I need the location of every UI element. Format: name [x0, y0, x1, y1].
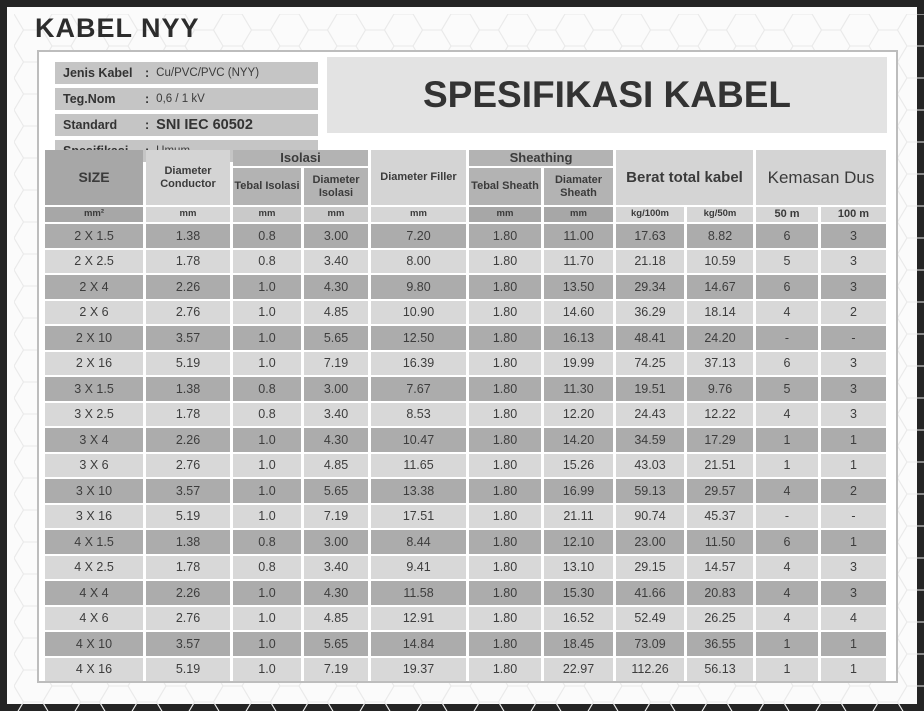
unit-cell: mm [146, 207, 230, 222]
table-cell: - [821, 326, 886, 350]
table-cell: 3 [821, 403, 886, 427]
table-cell: 1.38 [146, 530, 230, 554]
table-cell: 1.80 [469, 403, 541, 427]
table-cell: 48.41 [616, 326, 684, 350]
table-cell: 14.84 [371, 632, 466, 656]
table-cell: 73.09 [616, 632, 684, 656]
table-cell: 11.70 [544, 250, 613, 274]
table-cell: 16.13 [544, 326, 613, 350]
table-cell: 2.76 [146, 454, 230, 478]
table-cell: 1.0 [233, 326, 301, 350]
table-cell: 1 [821, 454, 886, 478]
table-cell: 36.29 [616, 301, 684, 325]
unit-cell: mm [371, 207, 466, 222]
table-cell: 2.76 [146, 301, 230, 325]
table-cell: 18.14 [687, 301, 753, 325]
table-cell: 36.55 [687, 632, 753, 656]
table-cell: 1.80 [469, 428, 541, 452]
table-cell: 12.20 [544, 403, 613, 427]
table-cell: 4.30 [304, 428, 368, 452]
table-cell: 90.74 [616, 505, 684, 529]
unit-cell: mm [469, 207, 541, 222]
table-cell: 52.49 [616, 607, 684, 631]
table-cell: 1.80 [469, 326, 541, 350]
table-cell: 41.66 [616, 581, 684, 605]
table-cell: 12.50 [371, 326, 466, 350]
table-cell: 12.10 [544, 530, 613, 554]
table-cell: 4 [756, 607, 818, 631]
table-cell: 16.99 [544, 479, 613, 503]
table-cell: 1.0 [233, 428, 301, 452]
table-cell: 43.03 [616, 454, 684, 478]
table-cell: 14.57 [687, 556, 753, 580]
table-cell: 3.57 [146, 479, 230, 503]
table-cell: 4.85 [304, 454, 368, 478]
table-cell: 37.13 [687, 352, 753, 376]
table-cell: 12.91 [371, 607, 466, 631]
table-cell: 8.00 [371, 250, 466, 274]
table-cell: 4 [821, 607, 886, 631]
table-cell: 1.0 [233, 505, 301, 529]
table-cell: 4 [756, 556, 818, 580]
table-cell: 4.30 [304, 581, 368, 605]
table-cell: 0.8 [233, 530, 301, 554]
table-cell: 6 [756, 275, 818, 299]
col-header-isolasi-group: Isolasi [233, 150, 368, 166]
table-cell: 1.80 [469, 607, 541, 631]
table-cell: 15.30 [544, 581, 613, 605]
unit-cell: kg/100m [616, 207, 684, 222]
table-cell: 24.43 [616, 403, 684, 427]
table-cell: 1.38 [146, 224, 230, 248]
unit-cell: 100 m [821, 207, 886, 222]
col-header-diameter-conductor: Diameter Conductor [146, 150, 230, 205]
info-value: Cu/PVC/PVC (NYY) [156, 67, 260, 79]
table-cell: 1.80 [469, 658, 541, 682]
table-cell: 16.52 [544, 607, 613, 631]
info-label: Teg.Nom [63, 92, 116, 106]
table-cell: 1.80 [469, 581, 541, 605]
table-cell: 17.29 [687, 428, 753, 452]
page-title: KABEL NYY [35, 13, 200, 43]
table-cell: 16.39 [371, 352, 466, 376]
table-cell: 2.76 [146, 607, 230, 631]
info-row-standard [55, 114, 318, 136]
table-cell: 3 [821, 224, 886, 248]
table-cell: 1 [756, 428, 818, 452]
table-cell: 1 [821, 428, 886, 452]
table-cell: 8.44 [371, 530, 466, 554]
table-cell: 6 [756, 352, 818, 376]
size-cell: 4 X 6 [45, 607, 143, 631]
table-cell: 1.80 [469, 556, 541, 580]
table-cell: 0.8 [233, 250, 301, 274]
table-cell: 6 [756, 224, 818, 248]
table-cell: 1.0 [233, 479, 301, 503]
table-cell: 11.58 [371, 581, 466, 605]
info-value: 0,6 / 1 kV [156, 93, 205, 105]
table-cell: 1.0 [233, 454, 301, 478]
table-cell: 17.51 [371, 505, 466, 529]
table-cell: 3 [821, 377, 886, 401]
size-cell: 2 X 10 [45, 326, 143, 350]
content-panel [37, 50, 898, 683]
table-cell: 1.78 [146, 250, 230, 274]
table-cell: - [821, 505, 886, 529]
table-cell: 10.59 [687, 250, 753, 274]
table-cell: 1.0 [233, 352, 301, 376]
table-cell: 4 [756, 301, 818, 325]
table-cell: 10.90 [371, 301, 466, 325]
table-cell: 0.8 [233, 224, 301, 248]
table-cell: 1 [821, 658, 886, 682]
table-cell: 1.0 [233, 607, 301, 631]
table-cell: 2.26 [146, 275, 230, 299]
info-colon: : [145, 66, 150, 80]
table-cell: 14.60 [544, 301, 613, 325]
table-cell: 7.20 [371, 224, 466, 248]
table-cell: 1.80 [469, 632, 541, 656]
unit-cell: mm [304, 207, 368, 222]
table-cell: 1 [821, 530, 886, 554]
table-cell: 1.0 [233, 301, 301, 325]
table-cell: 15.26 [544, 454, 613, 478]
table-cell: 11.30 [544, 377, 613, 401]
table-cell: 3 [821, 556, 886, 580]
table-cell: 3.40 [304, 250, 368, 274]
table-cell: 14.67 [687, 275, 753, 299]
table-cell: 1.78 [146, 403, 230, 427]
table-cell: 7.19 [304, 352, 368, 376]
table-cell: 1 [756, 632, 818, 656]
table-cell: 1.80 [469, 505, 541, 529]
table-cell: 4 [756, 403, 818, 427]
table-cell: 24.20 [687, 326, 753, 350]
unit-cell: 50 m [756, 207, 818, 222]
size-cell: 3 X 1.5 [45, 377, 143, 401]
table-cell: 9.80 [371, 275, 466, 299]
table-cell: 29.57 [687, 479, 753, 503]
table-cell: 11.50 [687, 530, 753, 554]
table-cell: 7.67 [371, 377, 466, 401]
table-cell: 21.18 [616, 250, 684, 274]
table-cell: 8.53 [371, 403, 466, 427]
col-header-berat-total: Berat total kabel [616, 150, 753, 205]
table-cell: 26.25 [687, 607, 753, 631]
size-cell: 3 X 2.5 [45, 403, 143, 427]
unit-cell: mm [233, 207, 301, 222]
col-header-kemasan-dus: Kemasan Dus [756, 150, 886, 205]
unit-cell: kg/50m [687, 207, 753, 222]
table-cell: 5.65 [304, 632, 368, 656]
size-cell: 4 X 1.5 [45, 530, 143, 554]
table-cell: 2.26 [146, 428, 230, 452]
table-cell: 1.0 [233, 632, 301, 656]
table-cell: 1.0 [233, 658, 301, 682]
table-cell: 4 [756, 479, 818, 503]
table-cell: 13.38 [371, 479, 466, 503]
table-cell: 11.65 [371, 454, 466, 478]
main-title: SPESIFIKASI KABEL [423, 74, 791, 115]
info-row-teg-nom [55, 88, 318, 110]
table-cell: 1.80 [469, 479, 541, 503]
table-cell: 3.57 [146, 326, 230, 350]
table-cell: 4.85 [304, 607, 368, 631]
size-cell: 4 X 4 [45, 581, 143, 605]
size-cell: 3 X 16 [45, 505, 143, 529]
table-cell: 12.22 [687, 403, 753, 427]
info-colon: : [145, 118, 150, 132]
table-cell: 34.59 [616, 428, 684, 452]
table-cell: 3.40 [304, 403, 368, 427]
table-cell: - [756, 326, 818, 350]
table-cell: 1 [821, 632, 886, 656]
col-header-size: SIZE [45, 150, 143, 205]
table-cell: 0.8 [233, 556, 301, 580]
table-cell: 1.80 [469, 352, 541, 376]
table-cell: 29.34 [616, 275, 684, 299]
table-cell: 20.83 [687, 581, 753, 605]
table-cell: 4 [756, 581, 818, 605]
table-cell: 18.45 [544, 632, 613, 656]
spec-table [45, 150, 886, 681]
table-cell: 3.40 [304, 556, 368, 580]
table-cell: 3.00 [304, 224, 368, 248]
unit-cell: mm² [45, 207, 143, 222]
table-cell: 0.8 [233, 403, 301, 427]
table-cell: 0.8 [233, 377, 301, 401]
table-cell: 21.11 [544, 505, 613, 529]
table-cell: 1.80 [469, 250, 541, 274]
table-cell: 7.19 [304, 658, 368, 682]
table-cell: 8.82 [687, 224, 753, 248]
table-cell: 2.26 [146, 581, 230, 605]
table-cell: 5.65 [304, 326, 368, 350]
table-cell: 19.37 [371, 658, 466, 682]
table-cell: 1.0 [233, 275, 301, 299]
table-cell: 59.13 [616, 479, 684, 503]
table-cell: 5.19 [146, 505, 230, 529]
table-cell: 29.15 [616, 556, 684, 580]
table-cell: 5.19 [146, 658, 230, 682]
table-cell: 23.00 [616, 530, 684, 554]
table-cell: 14.20 [544, 428, 613, 452]
info-colon: : [145, 92, 150, 106]
table-cell: 19.99 [544, 352, 613, 376]
table-cell: 22.97 [544, 658, 613, 682]
table-cell: - [756, 505, 818, 529]
table-cell: 1.0 [233, 581, 301, 605]
table-cell: 9.41 [371, 556, 466, 580]
col-header-tebal-sheath: Tebal Sheath [469, 168, 541, 205]
main-title-box [327, 57, 887, 133]
table-cell: 1.80 [469, 224, 541, 248]
size-cell: 4 X 10 [45, 632, 143, 656]
table-cell: 3.00 [304, 530, 368, 554]
table-cell: 11.00 [544, 224, 613, 248]
size-cell: 2 X 1.5 [45, 224, 143, 248]
table-cell: 13.50 [544, 275, 613, 299]
size-cell: 2 X 2.5 [45, 250, 143, 274]
table-cell: 1.80 [469, 530, 541, 554]
info-label: Jenis Kabel [63, 66, 133, 80]
table-cell: 2 [821, 301, 886, 325]
col-header-diamater-sheath: Diamater Sheath [544, 168, 613, 205]
size-cell: 4 X 2.5 [45, 556, 143, 580]
table-cell: 5 [756, 377, 818, 401]
table-cell: 5 [756, 250, 818, 274]
size-cell: 3 X 6 [45, 454, 143, 478]
table-cell: 1.80 [469, 454, 541, 478]
table-cell: 1.80 [469, 377, 541, 401]
table-cell: 1 [756, 658, 818, 682]
table-cell: 1.78 [146, 556, 230, 580]
col-header-diameter-isolasi: Diameter Isolasi [304, 168, 368, 205]
table-cell: 10.47 [371, 428, 466, 452]
table-cell: 4.85 [304, 301, 368, 325]
table-cell: 3 [821, 250, 886, 274]
table-cell: 2 [821, 479, 886, 503]
table-cell: 3 [821, 352, 886, 376]
table-cell: 19.51 [616, 377, 684, 401]
table-cell: 1.80 [469, 301, 541, 325]
table-cell: 5.65 [304, 479, 368, 503]
size-cell: 3 X 10 [45, 479, 143, 503]
table-cell: 5.19 [146, 352, 230, 376]
table-cell: 7.19 [304, 505, 368, 529]
info-label: Standard [63, 118, 118, 132]
table-cell: 3.00 [304, 377, 368, 401]
table-cell: 21.51 [687, 454, 753, 478]
table-cell: 17.63 [616, 224, 684, 248]
table-cell: 1.80 [469, 275, 541, 299]
col-header-tebal-isolasi: Tebal Isolasi [233, 168, 301, 205]
table-cell: 112.26 [616, 658, 684, 682]
table-cell: 1 [756, 454, 818, 478]
size-cell: 2 X 6 [45, 301, 143, 325]
col-header-sheathing-group: Sheathing [469, 150, 613, 166]
table-cell: 13.10 [544, 556, 613, 580]
table-cell: 6 [756, 530, 818, 554]
table-cell: 3 [821, 581, 886, 605]
table-cell: 74.25 [616, 352, 684, 376]
info-value: SNI IEC 60502 [156, 117, 253, 133]
table-cell: 3 [821, 275, 886, 299]
col-header-diameter-filler: Diameter Filler [371, 150, 466, 205]
unit-cell: mm [544, 207, 613, 222]
table-cell: 1.38 [146, 377, 230, 401]
size-cell: 4 X 16 [45, 658, 143, 682]
table-cell: 56.13 [687, 658, 753, 682]
size-cell: 2 X 4 [45, 275, 143, 299]
table-cell: 45.37 [687, 505, 753, 529]
info-row-jenis-kabel [55, 62, 318, 84]
table-cell: 4.30 [304, 275, 368, 299]
table-cell: 9.76 [687, 377, 753, 401]
table-cell: 3.57 [146, 632, 230, 656]
size-cell: 2 X 16 [45, 352, 143, 376]
size-cell: 3 X 4 [45, 428, 143, 452]
